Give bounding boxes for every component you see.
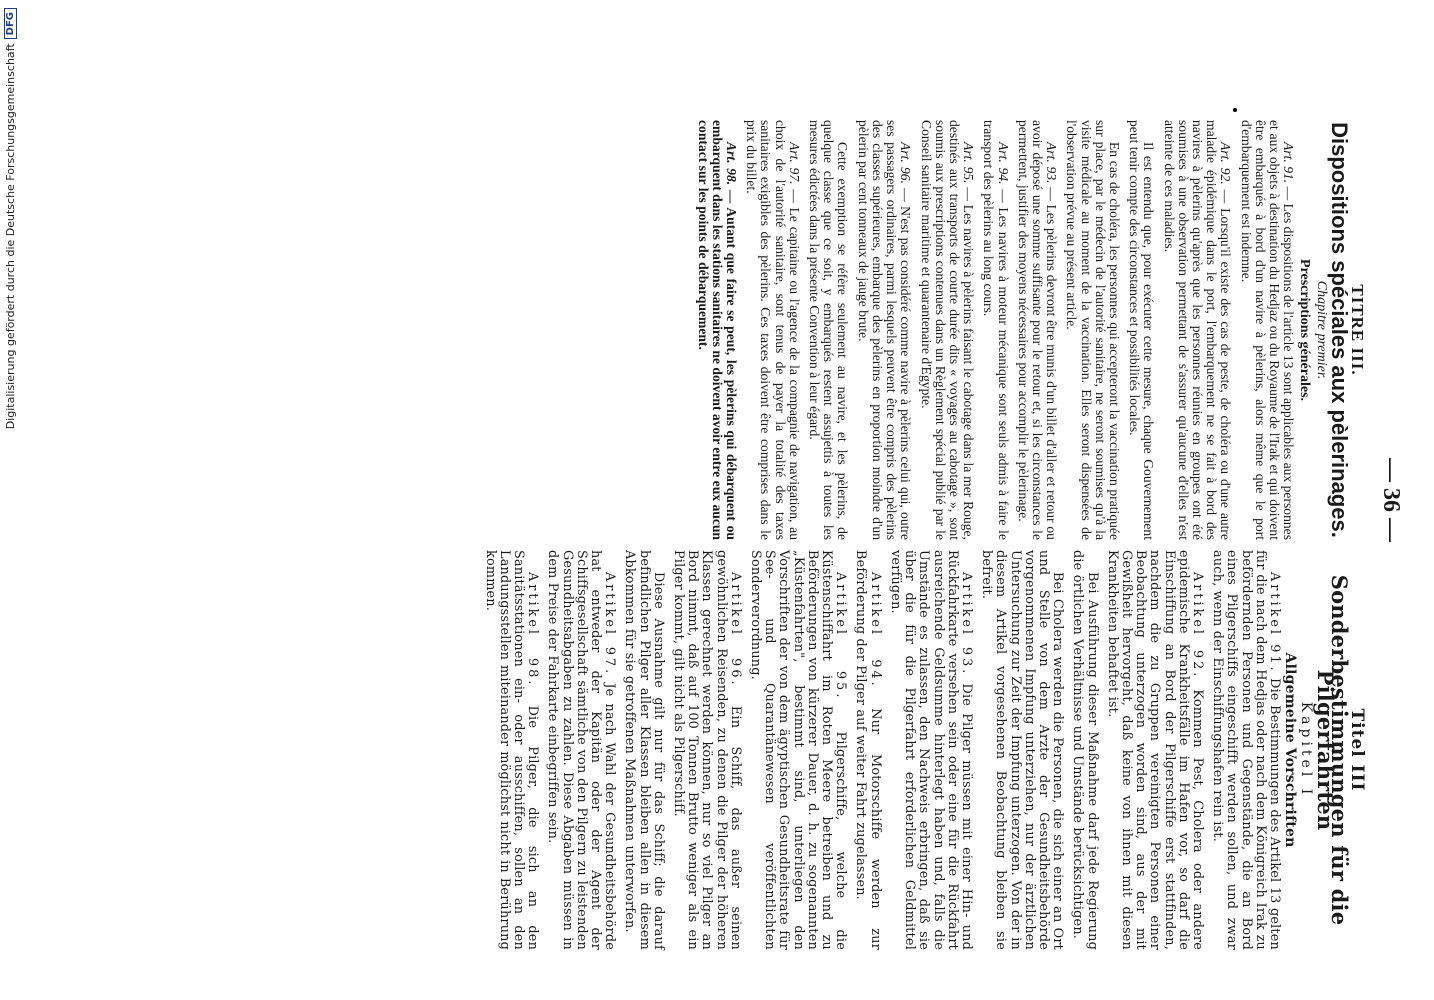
french-paragraph-text: — Les navires à moteur mécanique sont seuls admis à faire le transport des pèlerins au long cours. <box>981 120 1011 540</box>
german-column <box>476 550 1367 951</box>
german-paragraph <box>482 550 539 950</box>
french-article-number: Art. 96. <box>898 142 914 185</box>
french-paragraph-text: Cette exemption se réfère seulement au navire, et les pèlerins, de quelque classe que ce soit, y embarqués restent assujettis à toutes les mesures édictées dans la présente Convention à leur égard. <box>807 120 851 540</box>
german-heading: Sonderbestimmungen für die Pilgerfahrten <box>1312 574 1352 926</box>
french-paragraph <box>807 120 850 540</box>
french-article-number: Art. 98. <box>724 142 740 186</box>
german-paragraph-text: Bei Cholera werden die Personen, die sich einer an Ort und Stelle von dem Arzte der Gesundheitsbehörde vorgenommenen Impfung unterziehen, nur der ärztlichen Untersuchung zur Zeit der Impfung unterzogen. Von der in diesem Artikel vorgesehenen Beobachtung bleiben sie befreit. <box>979 550 1066 950</box>
german-paragraph-text: Kommen Pest, Cholera oder andere epidemische Krankheitsfälle im Hafen vor, so darf die Einschiffung an Bord der Pilgerschiffe erst stattfinden, nachdem die zu Gruppen vereinigten Personen einer Beobachtung unterzogen worden sind, aus der mit Gewißheit hervorgeht, daß keine von ihnen mit diesen Krankheiten behaftet ist. <box>1104 550 1205 950</box>
french-column <box>689 120 1367 540</box>
french-paragraph-text: — N'est pas considéré comme navire à pèlerins celui qui, outre ses passagers ordinaires, parmi lesquels peuvent être compris des pèlerins des classes supérieures, embarque des pèlerins en proportion moindre d'un pèlerin par cent tonneaux de jauge brute. <box>855 120 914 540</box>
french-paragraph <box>981 120 1009 540</box>
german-article-number: Artikel 92. <box>1189 572 1205 680</box>
french-paragraph <box>856 120 913 540</box>
german-paragraph <box>545 550 616 950</box>
german-chapter: Kapitel I <box>1298 701 1315 799</box>
french-titre: TITRE III. <box>1348 284 1367 376</box>
french-paragraph <box>1161 120 1232 540</box>
german-paragraph <box>853 550 881 950</box>
german-titel: Titel III <box>1347 708 1367 792</box>
german-article-number: Artikel 97. <box>602 572 618 677</box>
page-number: — 36 — <box>1378 458 1404 542</box>
digitization-footer <box>0 0 20 1000</box>
french-article-number: Art. 95. <box>961 142 977 184</box>
german-paragraph-text: Die Bestimmungen des Artikel 13 gelten für die nach dem Hedjas oder nach dem Königreich Irak zu befördernden Personen und Gegenstände, die an Bord eines Pilgerschiffs eingeschifft werden sollen, und zwar auch, wenn der Einschiffungshafen rein ist. <box>1210 550 1282 950</box>
german-article-number: Artikel 91. <box>1266 572 1282 674</box>
french-paragraph-text: — Les navires à pèlerins faisant le cabotage dans la mer Rouge, destinés aux transports de courte durée dits « voyages au cabotage », sont soumis aux prescriptions contenues dans un Règlement spécial publié par le Conseil sanitaire maritime et quarantenaire d'Egypte. <box>918 120 977 540</box>
german-paragraph <box>979 550 1064 950</box>
french-paragraph <box>695 120 738 540</box>
french-paragraphs <box>695 120 1295 540</box>
german-paragraph <box>1210 550 1281 950</box>
dfg-logo: DFG <box>4 8 17 39</box>
german-paragraph <box>622 550 665 950</box>
german-paragraph <box>671 550 742 950</box>
german-paragraphs <box>482 550 1281 950</box>
german-paragraph <box>748 550 847 950</box>
french-paragraph <box>1127 120 1155 540</box>
german-paragraph-text: Pilgerschiffe, welche die Küstenschiffahrt im Roten Meere betreiben und zu Beförderungen von kürzerer Dauer, d. h. zu sogenannten „Küstenfahrten", bestimmt sind, unterliegen den Vorschriften der von dem ägyptischen Gesundheitsrate für See- und Quarantänewesen veröffentlichten Sonderverordnung. <box>748 550 849 950</box>
german-paragraph-text: Die Pilger müssen mit einer Hin- und Rückfahrkarte versehen sein oder eine für die Rückfahrt ausreichende Geldsumme hinterlegt haben und, falls die Umstände es zulassen, den Nachweis erbringen, daß sie über die für die Pilgerfahrt erforderlichen Geldmittel verfügen. <box>887 550 974 951</box>
french-paragraph <box>1016 120 1059 540</box>
french-article-number: Art. 92. <box>1218 142 1234 185</box>
german-paragraph-text: Ein Schiff, das außer seinen gewöhnlichen Reisenden, zu denen die Pilger der höheren Klassen gerechnet werden können, nur so viel Pilger an Bord nimmt, daß auf 100 Tonnen Brutto weniger als ein Pilger kommt, gilt nicht als Pilgerschiff. <box>671 550 743 950</box>
french-paragraph-text: Il est entendu que, pour exécuter cette mesure, chaque Gouvernement peut tenir compte des circonstances et possibilités locales. <box>1127 120 1157 540</box>
german-paragraph <box>888 550 973 950</box>
german-paragraph <box>1070 550 1098 950</box>
french-chapter: Chapitre premier. <box>1313 280 1329 380</box>
german-paragraph-text: Je nach Wahl der Gesundheitsbehörde hat entweder der Kapitän oder der Agent der Schiffsgesellschaft sämtliche von den Pilgern zu leistenden Gesundheitsabgaben zu zahlen. Diese Abgaben müssen in dem Preise der Fahrkarte einbegriffen sein. <box>545 550 618 950</box>
french-paragraph <box>1238 120 1295 540</box>
french-paragraph <box>744 120 801 540</box>
german-subhead: Allgemeine Vorschriften <box>1282 652 1299 848</box>
french-article-number: Art. 93. <box>1044 142 1060 184</box>
german-article-number: Artikel 94. <box>867 572 883 689</box>
german-article-number: Artikel 98. <box>525 572 541 688</box>
french-paragraph-text: — Lorsqu'il existe des cas de peste, de choléra ou d'une autre maladie épidémique dans le port, l'embarquement ne se fait à bord des navires à pèlerins qu'après que les personnes réunies en groupes ont été soumises à une observation permettant de s'assurer qu'aucune d'elles n'est atteinte de ces maladies. <box>1161 120 1234 540</box>
french-article-number: Art. 91. <box>1281 142 1297 184</box>
french-heading: Dispositions spéciales aux pèlerinages. <box>1326 122 1352 538</box>
french-paragraph <box>1064 120 1121 540</box>
french-article-number: Art. 97. <box>786 142 802 185</box>
german-paragraph-text: Bei Ausführung dieser Maßnahme darf jede Regierung die örtlichen Verhältnisse und Umstände berücksichtigen. <box>1070 550 1100 950</box>
german-paragraph-text: Nur Motorschiffe werden zur Beförderung der Pilger auf weiter Fahrt zugelassen. <box>853 550 883 950</box>
footer-text: Digitalisierung gefördert durch die Deutsche Forschungsgemeinschaft <box>3 43 17 430</box>
german-article-number: Artikel 96. <box>727 572 743 688</box>
german-article-number: Artikel 95. <box>833 572 849 701</box>
french-paragraph <box>918 120 975 540</box>
ink-dot <box>1233 108 1237 112</box>
french-paragraph-text: — Autant que faire se peut, les pèlerins qui débarquent ou embarquent dans les stations sanitaires ne doivent avoir entre eux aucun contact sur les points de débarquement. <box>695 120 740 540</box>
french-paragraph-text: En cas de choléra, les personnes qui accepteront la vaccination pratiquée sur place, par le médecin de l'autorité sanitaire, ne seront soumises qu'à la visite médicale au moment de la vaccination. Elles seront dispensées de l'observation prévue au présent article. <box>1064 120 1122 540</box>
german-paragraph-text: Die Pilger, die sich an den Sanitätsstationen ein- oder ausschiffen, sollen an den Landungsstellen miteinander möglichst nicht in Berührung kommen. <box>482 550 541 951</box>
french-subhead: Prescriptions générales. <box>1297 258 1313 402</box>
french-paragraph-text: — Le capitaine ou l'agence de la compagnie de navigation, au choix de l'autorité sanitaire, sont tenus de payer la totalité des taxes sanitaires exigibles des pèlerins. Ces taxes doivent être comprises dans le prix du billet. <box>744 120 802 540</box>
german-paragraph-text: Diese Ausnahme gilt nur für das Schiff; die darauf befindlichen Pilger aller Klassen bleiben allen in diesem Abkommen für sie getroffenen Maßnahmen unterworfen. <box>622 550 666 950</box>
german-paragraph <box>1105 550 1204 950</box>
french-paragraph-text: — Les pèlerins devront être munis d'un billet d'aller et retour ou avoir déposé une somme suffisante pour le retour et, si les circonstances le permettent, justifier des moyens nécessaires pour accomplir le pèlerinage. <box>1015 120 1060 540</box>
french-article-number: Art. 94. <box>995 142 1011 185</box>
french-paragraph-text: — Les dispositions de l'article 13 sont applicables aux personnes et aux objets à destination du Hedjaz ou du Royaume de l'Irak et qui doivent être embarqués à bord d'un navire à pèlerins, alors même que le port d'embarquement est indemne. <box>1238 120 1297 540</box>
german-article-number: Artikel 93. <box>958 572 974 677</box>
